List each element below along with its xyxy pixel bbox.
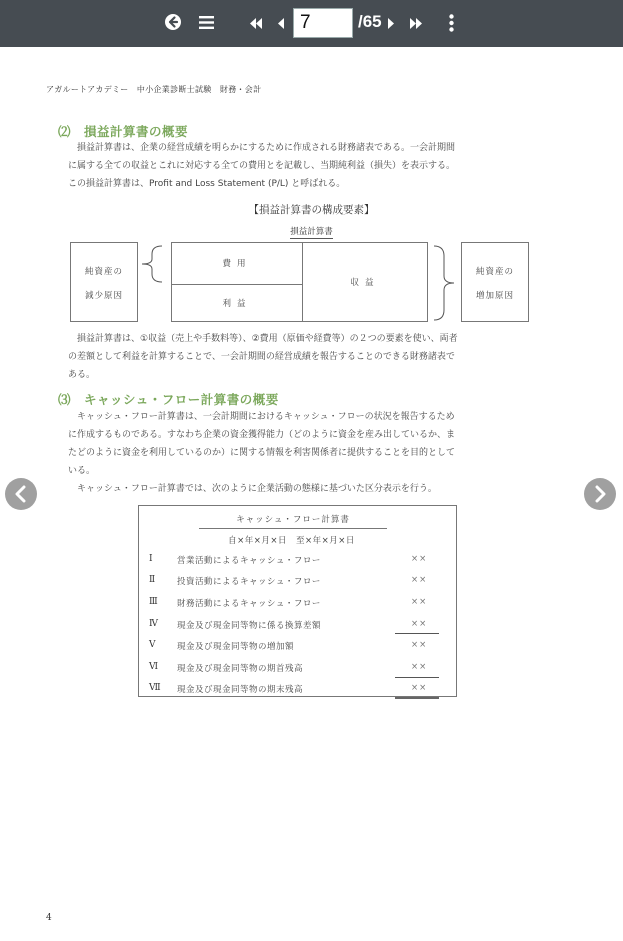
cf-row-value: ×× bbox=[411, 554, 428, 564]
section-2-paragraph-1 bbox=[68, 139, 558, 193]
text-line: たどのように資金を利用しているのか）に関する情報を利害関係者に提供することを目的として bbox=[68, 448, 456, 458]
cf-row-number: Ⅴ bbox=[149, 640, 156, 650]
cf-row bbox=[139, 683, 458, 703]
text-line: に作成するものである。すなわち企業の資金獲得能力（どのように資金を産み出しているか、ま bbox=[68, 430, 456, 440]
text-line: キャッシュ・フロー計算書は、一会計期間におけるキャッシュ・フローの状況を報告するため bbox=[68, 412, 455, 422]
last-page-button[interactable] bbox=[409, 16, 423, 30]
cf-row-label: 営業活動によるキャッシュ・フロー bbox=[177, 556, 321, 566]
right-brace-icon bbox=[432, 244, 456, 322]
section-2-paragraph-2 bbox=[68, 330, 558, 384]
first-page-button[interactable] bbox=[249, 16, 263, 30]
text-line: 損益計算書は、企業の経営成績を明らかにするために作成される財務諸表である。一会計期間 bbox=[68, 143, 456, 153]
text-line: ある。 bbox=[68, 370, 96, 380]
text-line: の差額として利益を計算することで、一会計期間の経営成績を報告することのできる財務諸表で bbox=[68, 352, 455, 362]
section-3-title: ⑶ キャッシュ・フロー計算書の概要 bbox=[58, 392, 279, 407]
section-3-paragraph bbox=[68, 408, 558, 498]
cf-row bbox=[139, 554, 458, 574]
cf-row-number: Ⅳ bbox=[149, 619, 158, 629]
text-line: この損益計算書は、Profit and Loss Statement (P/L) と呼ばれる。 bbox=[68, 179, 346, 189]
cf-row-label: 現金及び現金同等物に係る換算差額 bbox=[177, 621, 322, 631]
running-header: アガルートアカデミー 中小企業診断士試験 財務・会計 bbox=[46, 85, 262, 94]
next-page-arrow[interactable] bbox=[584, 478, 616, 510]
cf-row-label: 現金及び現金同等物の期首残高 bbox=[177, 664, 304, 674]
expense-cell: 費用 bbox=[222, 259, 252, 269]
hamburger-menu-icon bbox=[199, 15, 215, 30]
cf-row-number: Ⅶ bbox=[149, 683, 161, 693]
double-chevron-right-icon bbox=[410, 18, 422, 29]
cf-row-number: Ⅲ bbox=[149, 597, 158, 607]
cf-row-value: ×× bbox=[411, 597, 428, 607]
text-line: に属する全ての収益とこれに対応する全ての費用とを記載し、当期純利益（損失）を表示する。 bbox=[68, 161, 456, 171]
subtotal-rule bbox=[395, 633, 439, 634]
cf-row bbox=[139, 662, 458, 682]
text-line: キャッシュ・フロー計算書では、次のように企業活動の態様に基づいた区分表示を行う。 bbox=[68, 484, 437, 494]
cf-row-label: 現金及び現金同等物の増加額 bbox=[177, 642, 295, 652]
box-line: 減少原因 bbox=[84, 291, 123, 301]
text-line: いる。 bbox=[68, 466, 96, 476]
box-line: 純資産の bbox=[84, 267, 123, 277]
toc-button[interactable] bbox=[198, 14, 215, 31]
cf-row bbox=[139, 597, 458, 617]
decrease-cause-box bbox=[70, 242, 138, 322]
box-line: 純資産の bbox=[475, 267, 514, 277]
cf-statement-period: 自×年×月×日 至×年×月×日 bbox=[228, 536, 355, 546]
cf-row-value: ×× bbox=[411, 683, 428, 693]
cf-row-value: ×× bbox=[411, 575, 428, 585]
total-double-rule bbox=[395, 697, 439, 699]
chevron-left-icon bbox=[13, 485, 29, 503]
vertical-dots-icon bbox=[449, 14, 454, 32]
profit-cell: 利益 bbox=[222, 299, 252, 309]
caret-left-icon bbox=[278, 18, 284, 29]
caret-right-icon bbox=[388, 18, 394, 29]
double-chevron-left-icon bbox=[250, 18, 262, 29]
back-button[interactable] bbox=[164, 13, 182, 31]
viewer-toolbar bbox=[0, 0, 623, 47]
cf-row bbox=[139, 575, 458, 595]
circle-arrow-left-icon bbox=[164, 13, 182, 31]
more-options-button[interactable] bbox=[445, 13, 457, 33]
page-number: 4 bbox=[46, 913, 52, 923]
divider-horizontal bbox=[172, 284, 302, 285]
text-line: 損益計算書は、①収益（売上や手数料等）、②費用（原価や経費等）の２つの要素を使い、両者 bbox=[68, 334, 458, 344]
prev-page-button[interactable] bbox=[276, 16, 286, 30]
cf-row-number: Ⅰ bbox=[149, 554, 153, 564]
cf-row bbox=[139, 640, 458, 660]
left-brace-icon bbox=[140, 244, 164, 284]
cf-statement-title: キャッシュ・フロー計算書 bbox=[199, 513, 387, 529]
cf-row-number: Ⅱ bbox=[149, 575, 156, 585]
section-2-title: ⑵ 損益計算書の概要 bbox=[58, 124, 189, 139]
diagram-title: 【損益計算書の構成要素】 bbox=[248, 204, 375, 216]
income-statement-box bbox=[171, 242, 428, 322]
caption-text: 損益計算書 bbox=[290, 227, 333, 237]
cf-row-label: 投資活動によるキャッシュ・フロー bbox=[177, 577, 321, 587]
box-line: 増加原因 bbox=[475, 291, 514, 301]
increase-cause-box bbox=[461, 242, 529, 322]
next-page-button[interactable] bbox=[386, 16, 396, 30]
prev-page-arrow[interactable] bbox=[5, 478, 37, 510]
revenue-cell: 収益 bbox=[350, 278, 380, 288]
cf-row-value: ×× bbox=[411, 640, 428, 650]
cf-row bbox=[139, 619, 458, 639]
cf-row-value: ×× bbox=[411, 662, 428, 672]
cf-row-label: 現金及び現金同等物の期末残高 bbox=[177, 685, 304, 695]
subtotal-rule bbox=[395, 677, 439, 678]
page-number-input[interactable]: 7 bbox=[293, 8, 353, 38]
cf-row-value: ×× bbox=[411, 619, 428, 629]
cf-row-number: Ⅵ bbox=[149, 662, 159, 672]
cf-row-label: 財務活動によるキャッシュ・フロー bbox=[177, 599, 321, 609]
cash-flow-statement-box bbox=[138, 505, 457, 697]
total-pages-label: /65 bbox=[358, 12, 382, 31]
diagram-caption bbox=[0, 225, 623, 237]
chevron-right-icon bbox=[592, 485, 608, 503]
